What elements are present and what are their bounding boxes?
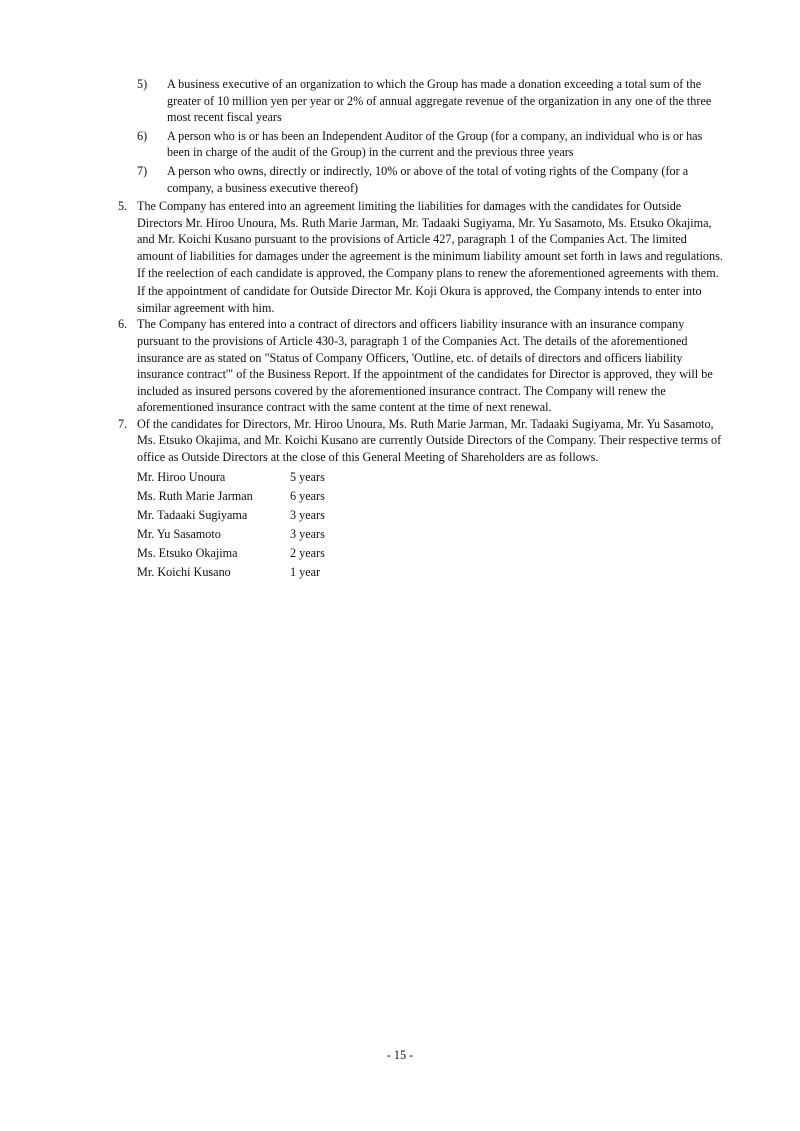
sub-item-text: A person who owns, directly or indirectly, 10% or above of the total of voting rights of the Company (for a company, a business executive thereof) <box>167 163 689 195</box>
sub-item-number: 5) <box>137 77 148 91</box>
candidate-criteria-subitems <box>0 76 800 582</box>
term-length: 5 years <box>290 469 325 484</box>
sub-item <box>0 76 724 126</box>
term-length: 3 years <box>290 507 325 522</box>
terms-of-office-list <box>137 468 724 582</box>
item-number: 6. <box>118 317 128 332</box>
director-name: Mr. Hiroo Unoura <box>137 469 226 484</box>
list-item <box>137 487 724 506</box>
term-length: 3 years <box>290 526 325 541</box>
numbered-item <box>0 198 724 316</box>
item-paragraph: The Company has entered into an agreement limiting the liabilities for damages with the candidates for Outside Directors Mr. Hiroo Unoura, Ms. Ruth Marie Jarman, Mr. Tadaaki Sugiyama, Mr. Yu Sasamoto, Ms. Etsuko Okajima, and Mr. Koichi Kusano pursuant to the provisions of Article 427, paragraph 1 of the Companies Act. The limited amount of liabilities for damages under the agreement is the minimum liability amount set forth in laws and regulations. If the reelection of each candidate is approved, the Company plans to renew the aforementioned agreements with them. <box>137 199 723 280</box>
director-name: Ms. Etsuko Okajima <box>137 545 238 560</box>
director-name: Ms. Ruth Marie Jarman <box>137 488 253 503</box>
list-item <box>137 468 724 487</box>
director-name: Mr. Yu Sasamoto <box>137 526 221 541</box>
list-item <box>137 506 724 525</box>
term-length: 6 years <box>290 488 325 503</box>
list-item <box>137 563 724 582</box>
term-length: 2 years <box>290 545 325 560</box>
list-item <box>137 544 724 563</box>
sub-item-number: 6) <box>137 128 148 143</box>
list-item <box>137 525 724 544</box>
sub-item-text: A person who is or has been an Independent Auditor of the Group (for a company, an individual who is or has been in charge of the audit of the Group) in the current and the previous three years <box>167 128 703 160</box>
item-paragraph: The Company has entered into a contract of directors and officers liability insurance with an insurance company pursuant to the provisions of Article 430-3, paragraph 1 of the Companies Act. The details of the aforementioned insurance are as stated on "Status of Company Officers, 'Outline, etc. of details of directors and officers liability insurance contract'" of the Business Report. If the appointment of the candidates for Director is approved, they will be included as insured persons covered by the aforementioned insurance contract. The Company will renew the aforementioned insurance contract with the same content at the time of next renewal. <box>137 317 713 415</box>
item-paragraph: Of the candidates for Directors, Mr. Hiroo Unoura, Ms. Ruth Marie Jarman, Mr. Tadaaki Sugiyama, Mr. Yu Sasamoto, Ms. Etsuko Okajima, and Mr. Koichi Kusano are currently Outside Directors of the Company. Their respective terms of office as Outside Directors at the close of this General Meeting of Shareholders are as follows. <box>137 416 722 465</box>
director-name: Mr. Koichi Kusano <box>137 564 231 579</box>
numbered-item <box>0 316 724 416</box>
sub-item <box>0 163 724 196</box>
sub-item-number: 7) <box>137 163 148 178</box>
numbered-item <box>0 416 724 582</box>
page-number: - 15 - <box>386 1048 414 1062</box>
sub-item <box>0 128 724 161</box>
item-number: 5. <box>118 199 128 214</box>
item-number: 7. <box>118 416 128 431</box>
sub-item-text: A business executive of an organization to which the Group has made a donation exceeding a total sum of the greater of 10 million yen per year or 2% of annual aggregate revenue of the organization in any one of the three most recent fiscal years <box>167 77 712 125</box>
term-length: 1 year <box>290 564 321 579</box>
director-name: Mr. Tadaaki Sugiyama <box>137 507 248 522</box>
item-paragraph: If the appointment of candidate for Outside Director Mr. Koji Okura is approved, the Company intends to enter into similar agreement with him. <box>137 284 702 315</box>
